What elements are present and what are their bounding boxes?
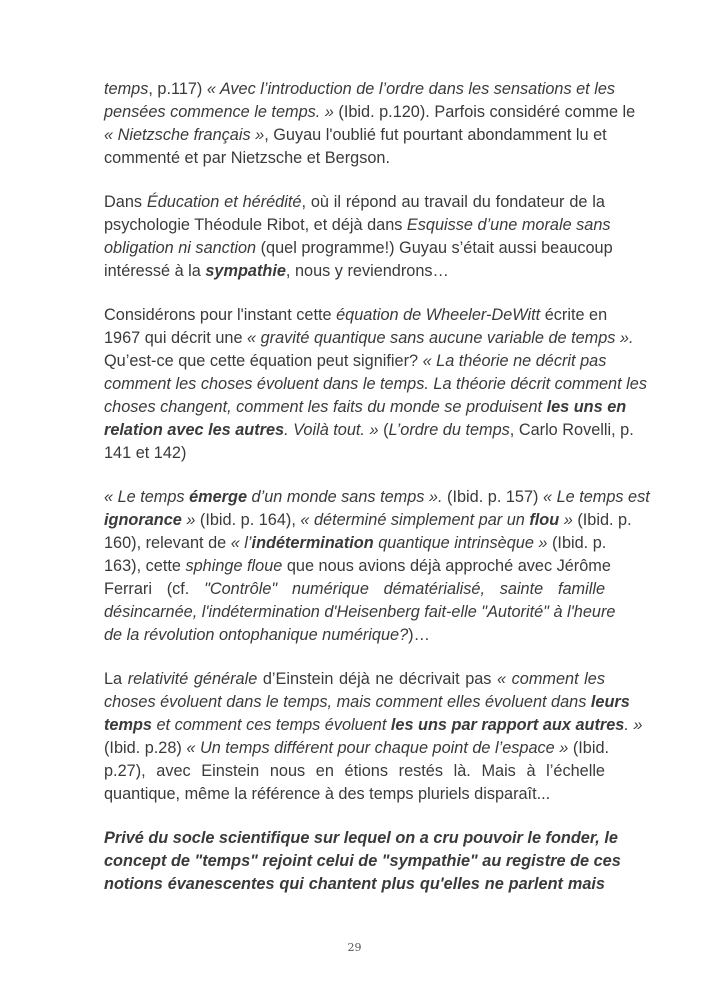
page-body (104, 78, 650, 896)
page-number: 29 (347, 941, 362, 954)
text-line (104, 737, 610, 760)
text-run: indétermination (251, 534, 374, 552)
text-line (104, 850, 621, 873)
text-line (104, 237, 613, 260)
text-line (104, 214, 611, 237)
text-line (104, 191, 605, 214)
text-run: émerge (189, 488, 248, 506)
text-line (104, 509, 632, 532)
text-run: que nous avions déjà approché avec Jérôme (282, 557, 611, 575)
text-run: écrite en (540, 306, 608, 324)
text-run: (Ibid. p. 164), (195, 511, 301, 529)
text-run: pensées commence le temps. » (104, 103, 334, 121)
text-line (104, 396, 627, 419)
text-run: » (181, 511, 196, 529)
text-run: (Ibid. (568, 739, 610, 757)
text-run: quantique intrinsèque » (373, 534, 548, 552)
paragraph (104, 668, 643, 806)
text-run: (quel programme!) Guyau s’était aussi beaucoup (256, 239, 613, 257)
text-run: choses évoluent dans le temps, mais comment elles évoluent dans (104, 693, 591, 711)
text-run: relation avec les autres (104, 421, 285, 439)
text-line (104, 873, 605, 896)
text-run: , Guyau l'oublié fut pourtant abondamment lu et (264, 126, 607, 144)
text-run: sympathie (205, 262, 286, 280)
text-run: , Carlo Rovelli, p. (509, 421, 634, 439)
text-run: quantique, même la référence à des temps pluriels disparaît... (104, 785, 551, 803)
text-run: désincarnée, l'indétermination d'Heisenberg fait-elle "Autorité" à l'heure (104, 603, 616, 621)
text-run: Considérons pour l'instant cette (104, 306, 337, 324)
text-line (104, 668, 605, 691)
text-run: « comment les (497, 670, 605, 688)
text-run: » (559, 511, 573, 529)
text-run: , p.117) (148, 80, 207, 98)
text-run: et comment ces temps évoluent (151, 716, 391, 734)
text-run: « Nietzsche français » (104, 126, 265, 144)
text-line (104, 486, 650, 509)
text-line (104, 532, 605, 555)
text-run: choses changent, comment les faits du monde se produisent (104, 398, 547, 416)
text-run: flou (529, 511, 560, 529)
text-run: comment les choses évoluent dans le temps. La théorie décrit comment les (104, 375, 647, 393)
text-run: temps (104, 716, 152, 734)
text-run: obligation ni sanction (104, 239, 257, 257)
text-run: temps (104, 80, 149, 98)
paragraph (104, 827, 621, 896)
text-run: L’ordre du temps (388, 421, 510, 439)
text-run: p.27), avec Einstein nous en étions restés là. Mais à l’échelle (104, 762, 605, 780)
text-run: notions évanescentes qui chantent plus qu'elles ne parlent mais (104, 875, 605, 893)
text-run: Ferrari (cf. (104, 580, 205, 598)
text-run: (Ibid. p.120). Parfois considéré comme le (333, 103, 636, 121)
text-run: 160), relevant de (104, 534, 231, 552)
text-run: « La théorie ne décrit pas (422, 352, 607, 370)
text-line (104, 78, 616, 101)
text-run: ( (378, 421, 389, 439)
text-run: , où il répond au travail du fondateur de la (301, 193, 605, 211)
text-line (104, 624, 605, 647)
text-line (104, 304, 608, 327)
text-run: « Un temps différent pour chaque point de l’espace » (186, 739, 569, 757)
text-run: « Avec l’introduction de l’ordre dans les sensations et les (206, 80, 616, 98)
text-run: ignorance (104, 511, 182, 529)
text-line (104, 555, 611, 578)
text-line (104, 260, 605, 283)
text-run: (Ibid. p. 157) (442, 488, 543, 506)
text-run: équation de Wheeler-DeWitt (336, 306, 541, 324)
text-line (104, 147, 605, 170)
text-run: les uns en (546, 398, 627, 416)
paragraph (104, 191, 613, 283)
text-line (104, 601, 616, 624)
text-run: . Voilà tout. » (284, 421, 379, 439)
text-run: de la révolution ontophanique numérique? (104, 626, 409, 644)
text-run: intéressé à la (104, 262, 206, 280)
text-line (104, 827, 618, 850)
text-run: commenté et par Nietzsche et Bergson. (104, 149, 390, 167)
text-line (104, 691, 630, 714)
text-line (104, 714, 643, 737)
text-run: (Ibid. p. (547, 534, 607, 552)
text-run: « déterminé simplement par un (300, 511, 530, 529)
text-line (104, 578, 605, 601)
text-line (104, 373, 647, 396)
text-line (104, 124, 605, 147)
text-run: Privé du socle scientifique sur lequel on a cru pouvoir le fonder, le (104, 829, 618, 847)
text-run: les uns par rapport aux autres (390, 716, 625, 734)
text-run: 1967 qui décrit une (104, 329, 248, 347)
text-run: (Ibid. p.28) (104, 739, 187, 757)
text-line (104, 101, 636, 124)
text-run: La (104, 670, 128, 688)
text-run: . » (624, 716, 643, 734)
text-run: 163), cette (104, 557, 186, 575)
text-line (104, 350, 605, 373)
text-run: d’un monde sans temps ». (247, 488, 443, 506)
text-line (104, 783, 605, 806)
text-run: Éducation et hérédité (146, 193, 302, 211)
text-run: (Ibid. p. (572, 511, 632, 529)
text-run: d’Einstein déjà ne décrivait pas (257, 670, 498, 688)
text-run: 141 et 142) (104, 444, 187, 462)
text-line (104, 419, 634, 442)
text-run: )… (408, 626, 430, 644)
text-run: « l’ (230, 534, 252, 552)
text-run: leurs (590, 693, 630, 711)
paragraph (104, 304, 647, 465)
text-run: Esquisse d’une morale sans (406, 216, 611, 234)
text-line (104, 327, 634, 350)
text-run: concept de "temps" rejoint celui de "sympathie" au registre de ces (104, 852, 621, 870)
paragraph (104, 486, 650, 647)
text-run: Dans (104, 193, 147, 211)
text-run: psychologie Théodule Ribot, et déjà dans (104, 216, 407, 234)
text-run: "Contrôle" numérique dématérialisé, sainte famille (204, 580, 606, 598)
text-run: « gravité quantique sans aucune variable de temps ». (247, 329, 634, 347)
text-run: relativité générale (127, 670, 258, 688)
text-run: sphinge floue (185, 557, 283, 575)
text-line (104, 760, 605, 783)
paragraph (104, 78, 636, 170)
text-line (104, 442, 605, 465)
text-run: , nous y reviendrons… (285, 262, 449, 280)
text-run: Qu’est-ce que cette équation peut signifier? (104, 352, 423, 370)
text-run: « Le temps (104, 488, 190, 506)
text-run: « Le temps est (542, 488, 650, 506)
